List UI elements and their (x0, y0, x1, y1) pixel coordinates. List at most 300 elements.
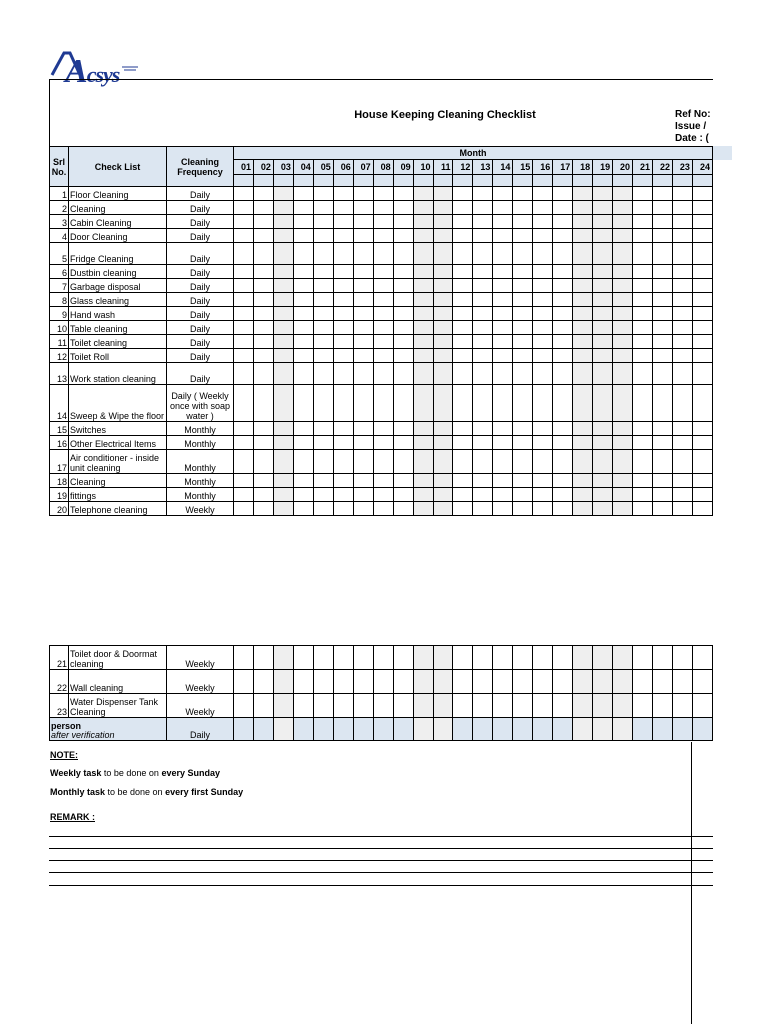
day-cell[interactable] (593, 363, 613, 385)
day-cell[interactable] (653, 201, 673, 215)
day-cell[interactable] (692, 321, 712, 335)
day-cell[interactable] (453, 293, 473, 307)
day-cell[interactable] (433, 215, 453, 229)
day-cell[interactable] (613, 279, 633, 293)
day-cell[interactable] (573, 265, 593, 279)
day-cell[interactable] (313, 187, 333, 201)
day-cell[interactable] (573, 474, 593, 488)
day-cell[interactable] (653, 422, 673, 436)
day-cell[interactable] (692, 474, 712, 488)
day-cell[interactable] (692, 670, 712, 694)
day-cell[interactable] (613, 243, 633, 265)
day-cell[interactable] (353, 488, 373, 502)
day-cell[interactable] (234, 436, 254, 450)
day-cell[interactable] (473, 385, 493, 422)
day-cell[interactable] (313, 279, 333, 293)
day-cell[interactable] (672, 670, 692, 694)
day-cell[interactable] (433, 187, 453, 201)
day-cell[interactable] (234, 265, 254, 279)
day-cell[interactable] (573, 187, 593, 201)
day-cell[interactable] (353, 243, 373, 265)
day-cell[interactable] (453, 436, 473, 450)
day-cell[interactable] (453, 215, 473, 229)
day-cell[interactable] (493, 243, 513, 265)
day-cell[interactable] (493, 349, 513, 363)
day-cell[interactable] (373, 229, 393, 243)
day-cell[interactable] (633, 363, 653, 385)
day-cell[interactable] (373, 335, 393, 349)
day-cell[interactable] (493, 488, 513, 502)
day-cell[interactable] (273, 670, 293, 694)
day-cell[interactable] (453, 450, 473, 474)
day-cell[interactable] (273, 646, 293, 670)
day-cell[interactable] (593, 646, 613, 670)
day-cell[interactable] (393, 450, 413, 474)
day-cell[interactable] (353, 502, 373, 516)
day-cell[interactable] (692, 502, 712, 516)
day-cell[interactable] (692, 488, 712, 502)
day-cell[interactable] (573, 670, 593, 694)
day-cell[interactable] (633, 335, 653, 349)
day-cell[interactable] (493, 201, 513, 215)
day-cell[interactable] (333, 215, 353, 229)
day-cell[interactable] (692, 293, 712, 307)
day-cell[interactable] (393, 363, 413, 385)
day-cell[interactable] (413, 385, 433, 422)
day-cell[interactable] (473, 670, 493, 694)
day-cell[interactable] (573, 201, 593, 215)
day-cell[interactable] (513, 307, 533, 321)
day-cell[interactable] (533, 385, 553, 422)
day-cell[interactable] (533, 349, 553, 363)
day-cell[interactable] (653, 215, 673, 229)
day-cell[interactable] (253, 670, 273, 694)
day-cell[interactable] (353, 335, 373, 349)
day-cell[interactable] (453, 229, 473, 243)
day-cell[interactable] (234, 363, 254, 385)
day-cell[interactable] (373, 488, 393, 502)
day-cell[interactable] (253, 385, 273, 422)
day-cell[interactable] (353, 670, 373, 694)
day-cell[interactable] (393, 502, 413, 516)
day-cell[interactable] (234, 694, 254, 718)
day-cell[interactable] (613, 201, 633, 215)
day-cell[interactable] (653, 450, 673, 474)
day-cell[interactable] (553, 718, 573, 741)
day-cell[interactable] (393, 279, 413, 293)
day-cell[interactable] (533, 646, 553, 670)
day-cell[interactable] (553, 694, 573, 718)
day-cell[interactable] (473, 646, 493, 670)
day-cell[interactable] (393, 488, 413, 502)
day-cell[interactable] (393, 321, 413, 335)
day-cell[interactable] (573, 293, 593, 307)
day-cell[interactable] (593, 229, 613, 243)
day-cell[interactable] (653, 385, 673, 422)
day-cell[interactable] (453, 422, 473, 436)
day-cell[interactable] (513, 187, 533, 201)
day-cell[interactable] (573, 279, 593, 293)
day-cell[interactable] (692, 422, 712, 436)
day-cell[interactable] (313, 307, 333, 321)
day-cell[interactable] (493, 385, 513, 422)
day-cell[interactable] (493, 436, 513, 450)
day-cell[interactable] (672, 385, 692, 422)
day-cell[interactable] (313, 694, 333, 718)
day-cell[interactable] (234, 718, 254, 741)
day-cell[interactable] (513, 201, 533, 215)
day-cell[interactable] (533, 488, 553, 502)
day-cell[interactable] (433, 436, 453, 450)
day-cell[interactable] (393, 670, 413, 694)
day-cell[interactable] (333, 321, 353, 335)
day-cell[interactable] (453, 488, 473, 502)
day-cell[interactable] (513, 502, 533, 516)
day-cell[interactable] (313, 502, 333, 516)
day-cell[interactable] (273, 422, 293, 436)
day-cell[interactable] (273, 215, 293, 229)
day-cell[interactable] (593, 450, 613, 474)
day-cell[interactable] (393, 243, 413, 265)
day-cell[interactable] (273, 349, 293, 363)
day-cell[interactable] (453, 349, 473, 363)
day-cell[interactable] (613, 670, 633, 694)
day-cell[interactable] (533, 307, 553, 321)
day-cell[interactable] (573, 436, 593, 450)
day-cell[interactable] (593, 502, 613, 516)
day-cell[interactable] (513, 335, 533, 349)
day-cell[interactable] (613, 474, 633, 488)
day-cell[interactable] (653, 321, 673, 335)
day-cell[interactable] (413, 279, 433, 293)
day-cell[interactable] (493, 229, 513, 243)
day-cell[interactable] (553, 201, 573, 215)
day-cell[interactable] (653, 670, 673, 694)
day-cell[interactable] (692, 363, 712, 385)
day-cell[interactable] (593, 436, 613, 450)
day-cell[interactable] (433, 488, 453, 502)
day-cell[interactable] (273, 229, 293, 243)
day-cell[interactable] (313, 349, 333, 363)
day-cell[interactable] (253, 293, 273, 307)
day-cell[interactable] (473, 293, 493, 307)
day-cell[interactable] (553, 349, 573, 363)
day-cell[interactable] (533, 502, 553, 516)
day-cell[interactable] (473, 321, 493, 335)
day-cell[interactable] (672, 363, 692, 385)
day-cell[interactable] (273, 335, 293, 349)
day-cell[interactable] (653, 293, 673, 307)
day-cell[interactable] (533, 265, 553, 279)
day-cell[interactable] (613, 502, 633, 516)
day-cell[interactable] (593, 474, 613, 488)
day-cell[interactable] (653, 488, 673, 502)
day-cell[interactable] (333, 488, 353, 502)
day-cell[interactable] (553, 474, 573, 488)
day-cell[interactable] (493, 187, 513, 201)
day-cell[interactable] (672, 229, 692, 243)
day-cell[interactable] (553, 293, 573, 307)
day-cell[interactable] (373, 243, 393, 265)
day-cell[interactable] (234, 215, 254, 229)
day-cell[interactable] (533, 670, 553, 694)
day-cell[interactable] (313, 321, 333, 335)
day-cell[interactable] (373, 694, 393, 718)
day-cell[interactable] (453, 474, 473, 488)
day-cell[interactable] (353, 293, 373, 307)
day-cell[interactable] (553, 450, 573, 474)
day-cell[interactable] (373, 279, 393, 293)
day-cell[interactable] (433, 474, 453, 488)
day-cell[interactable] (413, 436, 433, 450)
day-cell[interactable] (373, 201, 393, 215)
day-cell[interactable] (273, 265, 293, 279)
day-cell[interactable] (513, 718, 533, 741)
day-cell[interactable] (533, 422, 553, 436)
day-cell[interactable] (473, 450, 493, 474)
day-cell[interactable] (533, 215, 553, 229)
day-cell[interactable] (593, 293, 613, 307)
day-cell[interactable] (573, 229, 593, 243)
day-cell[interactable] (253, 243, 273, 265)
day-cell[interactable] (353, 187, 373, 201)
day-cell[interactable] (373, 502, 393, 516)
day-cell[interactable] (293, 279, 313, 293)
day-cell[interactable] (633, 201, 653, 215)
day-cell[interactable] (633, 450, 653, 474)
day-cell[interactable] (593, 265, 613, 279)
day-cell[interactable] (393, 646, 413, 670)
day-cell[interactable] (473, 265, 493, 279)
day-cell[interactable] (453, 243, 473, 265)
day-cell[interactable] (413, 265, 433, 279)
day-cell[interactable] (413, 422, 433, 436)
day-cell[interactable] (433, 321, 453, 335)
day-cell[interactable] (353, 422, 373, 436)
day-cell[interactable] (234, 385, 254, 422)
day-cell[interactable] (593, 279, 613, 293)
day-cell[interactable] (653, 187, 673, 201)
day-cell[interactable] (413, 215, 433, 229)
day-cell[interactable] (493, 646, 513, 670)
day-cell[interactable] (253, 436, 273, 450)
day-cell[interactable] (453, 321, 473, 335)
day-cell[interactable] (613, 293, 633, 307)
day-cell[interactable] (253, 474, 273, 488)
day-cell[interactable] (433, 279, 453, 293)
day-cell[interactable] (533, 436, 553, 450)
day-cell[interactable] (672, 349, 692, 363)
day-cell[interactable] (653, 335, 673, 349)
day-cell[interactable] (593, 422, 613, 436)
day-cell[interactable] (253, 201, 273, 215)
day-cell[interactable] (293, 436, 313, 450)
day-cell[interactable] (333, 718, 353, 741)
day-cell[interactable] (353, 215, 373, 229)
day-cell[interactable] (692, 215, 712, 229)
day-cell[interactable] (333, 307, 353, 321)
day-cell[interactable] (473, 363, 493, 385)
day-cell[interactable] (453, 670, 473, 694)
day-cell[interactable] (633, 646, 653, 670)
day-cell[interactable] (533, 335, 553, 349)
day-cell[interactable] (433, 385, 453, 422)
day-cell[interactable] (473, 229, 493, 243)
day-cell[interactable] (313, 718, 333, 741)
day-cell[interactable] (253, 321, 273, 335)
day-cell[interactable] (413, 293, 433, 307)
day-cell[interactable] (413, 229, 433, 243)
day-cell[interactable] (234, 335, 254, 349)
day-cell[interactable] (333, 385, 353, 422)
day-cell[interactable] (293, 694, 313, 718)
day-cell[interactable] (573, 718, 593, 741)
day-cell[interactable] (672, 279, 692, 293)
day-cell[interactable] (273, 718, 293, 741)
day-cell[interactable] (633, 265, 653, 279)
day-cell[interactable] (692, 265, 712, 279)
day-cell[interactable] (293, 422, 313, 436)
day-cell[interactable] (653, 718, 673, 741)
day-cell[interactable] (653, 349, 673, 363)
day-cell[interactable] (293, 646, 313, 670)
day-cell[interactable] (553, 502, 573, 516)
day-cell[interactable] (313, 363, 333, 385)
day-cell[interactable] (473, 187, 493, 201)
day-cell[interactable] (253, 450, 273, 474)
day-cell[interactable] (234, 293, 254, 307)
day-cell[interactable] (553, 335, 573, 349)
day-cell[interactable] (513, 450, 533, 474)
day-cell[interactable] (253, 422, 273, 436)
day-cell[interactable] (692, 243, 712, 265)
day-cell[interactable] (253, 215, 273, 229)
day-cell[interactable] (573, 694, 593, 718)
day-cell[interactable] (373, 422, 393, 436)
day-cell[interactable] (393, 187, 413, 201)
day-cell[interactable] (433, 363, 453, 385)
day-cell[interactable] (593, 385, 613, 422)
day-cell[interactable] (353, 363, 373, 385)
day-cell[interactable] (493, 502, 513, 516)
day-cell[interactable] (333, 229, 353, 243)
day-cell[interactable] (573, 335, 593, 349)
day-cell[interactable] (573, 321, 593, 335)
day-cell[interactable] (353, 694, 373, 718)
day-cell[interactable] (473, 718, 493, 741)
day-cell[interactable] (493, 279, 513, 293)
day-cell[interactable] (493, 422, 513, 436)
day-cell[interactable] (333, 335, 353, 349)
day-cell[interactable] (613, 450, 633, 474)
day-cell[interactable] (413, 694, 433, 718)
day-cell[interactable] (413, 321, 433, 335)
day-cell[interactable] (273, 385, 293, 422)
day-cell[interactable] (553, 265, 573, 279)
day-cell[interactable] (253, 229, 273, 243)
day-cell[interactable] (353, 436, 373, 450)
day-cell[interactable] (253, 502, 273, 516)
day-cell[interactable] (573, 307, 593, 321)
day-cell[interactable] (633, 502, 653, 516)
day-cell[interactable] (373, 436, 393, 450)
day-cell[interactable] (413, 718, 433, 741)
day-cell[interactable] (413, 349, 433, 363)
day-cell[interactable] (653, 502, 673, 516)
day-cell[interactable] (313, 474, 333, 488)
day-cell[interactable] (253, 335, 273, 349)
day-cell[interactable] (473, 422, 493, 436)
day-cell[interactable] (393, 718, 413, 741)
day-cell[interactable] (672, 422, 692, 436)
day-cell[interactable] (453, 718, 473, 741)
day-cell[interactable] (253, 363, 273, 385)
day-cell[interactable] (672, 321, 692, 335)
day-cell[interactable] (513, 265, 533, 279)
day-cell[interactable] (393, 307, 413, 321)
day-cell[interactable] (593, 307, 613, 321)
day-cell[interactable] (293, 243, 313, 265)
day-cell[interactable] (653, 436, 673, 450)
day-cell[interactable] (653, 307, 673, 321)
day-cell[interactable] (593, 718, 613, 741)
day-cell[interactable] (353, 229, 373, 243)
day-cell[interactable] (672, 450, 692, 474)
day-cell[interactable] (373, 718, 393, 741)
day-cell[interactable] (573, 450, 593, 474)
day-cell[interactable] (593, 321, 613, 335)
day-cell[interactable] (513, 474, 533, 488)
day-cell[interactable] (293, 321, 313, 335)
day-cell[interactable] (533, 201, 553, 215)
day-cell[interactable] (573, 243, 593, 265)
day-cell[interactable] (633, 321, 653, 335)
day-cell[interactable] (273, 279, 293, 293)
day-cell[interactable] (373, 450, 393, 474)
day-cell[interactable] (433, 243, 453, 265)
day-cell[interactable] (253, 694, 273, 718)
day-cell[interactable] (234, 321, 254, 335)
day-cell[interactable] (692, 436, 712, 450)
day-cell[interactable] (333, 201, 353, 215)
day-cell[interactable] (353, 265, 373, 279)
day-cell[interactable] (613, 215, 633, 229)
day-cell[interactable] (333, 293, 353, 307)
day-cell[interactable] (313, 422, 333, 436)
day-cell[interactable] (553, 646, 573, 670)
day-cell[interactable] (313, 385, 333, 422)
day-cell[interactable] (373, 265, 393, 279)
day-cell[interactable] (513, 363, 533, 385)
day-cell[interactable] (633, 279, 653, 293)
day-cell[interactable] (333, 646, 353, 670)
day-cell[interactable] (234, 646, 254, 670)
day-cell[interactable] (433, 335, 453, 349)
day-cell[interactable] (373, 646, 393, 670)
day-cell[interactable] (613, 335, 633, 349)
day-cell[interactable] (533, 694, 553, 718)
day-cell[interactable] (353, 201, 373, 215)
day-cell[interactable] (353, 307, 373, 321)
day-cell[interactable] (513, 243, 533, 265)
day-cell[interactable] (393, 436, 413, 450)
day-cell[interactable] (273, 187, 293, 201)
day-cell[interactable] (413, 187, 433, 201)
day-cell[interactable] (593, 187, 613, 201)
day-cell[interactable] (633, 718, 653, 741)
day-cell[interactable] (593, 488, 613, 502)
day-cell[interactable] (433, 349, 453, 363)
